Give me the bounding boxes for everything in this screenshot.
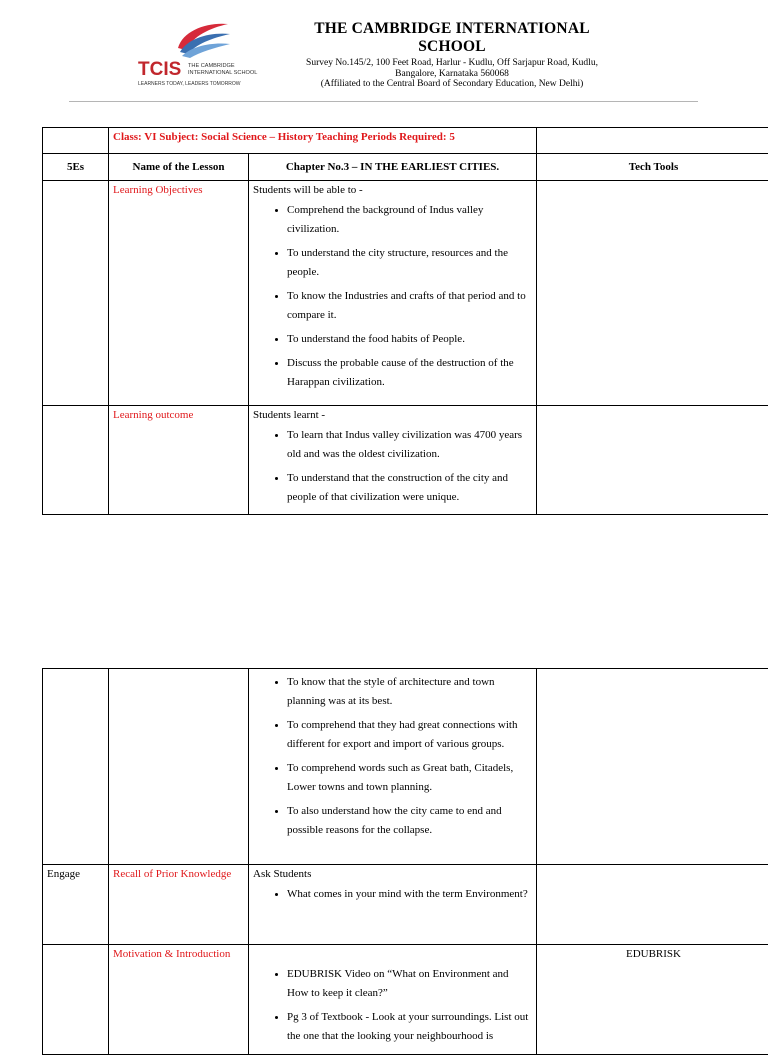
list-item: • EDUBRISK Video on “What on Environment and How to keep it clean?” [287, 965, 532, 1003]
empty-cell [537, 406, 768, 515]
address-line-2: Bangalore, Karnataka 560068 [282, 69, 622, 80]
empty-cell [109, 669, 249, 865]
svg-text:TCIS: TCIS [138, 59, 181, 80]
school-info [282, 20, 622, 90]
list-item: • To understand that the construction of the city and people of that civilization were unique. [287, 469, 532, 507]
engage-label: Engage [43, 865, 109, 945]
learning-outcome-content [249, 406, 537, 515]
motivation-label: Motivation & Introduction [109, 945, 249, 1055]
address-line-1: Survey No.145/2, 100 Feet Road, Harlur - Kudlu, Off Sarjapur Road, Kudlu, [282, 58, 622, 69]
list-item: • Discuss the probable cause of the destruction of the Harappan civilization. [287, 354, 532, 392]
list-item: • To comprehend words such as Great bath, Citadels, Lower towns and town planning. [287, 759, 532, 797]
empty-cell [537, 669, 768, 865]
svg-text:INTERNATIONAL SCHOOL: INTERNATIONAL SCHOOL [188, 70, 257, 76]
outcome-continued-content [249, 669, 537, 865]
affiliation-line: (Affiliated to the Central Board of Secondary Education, New Delhi) [282, 79, 622, 90]
outcome-continued-list [253, 673, 532, 840]
outcome-list [253, 426, 532, 507]
list-item: • To know that the style of architecture and town planning was at its best. [287, 673, 532, 711]
svg-text:THE CAMBRIDGE: THE CAMBRIDGE [188, 63, 235, 69]
empty-cell [43, 669, 109, 865]
empty-cell [537, 128, 768, 154]
objectives-list [253, 201, 532, 392]
list-item: • What comes in your mind with the term Environment? [287, 885, 532, 904]
learning-objectives-label: Learning Objectives [109, 181, 249, 406]
learning-objectives-content [249, 181, 537, 406]
objectives-intro: Students will be able to - [253, 183, 532, 197]
empty-cell [43, 406, 109, 515]
document-header [0, 0, 768, 110]
col-header-5es: 5Es [43, 154, 109, 181]
svg-text:LEARNERS TODAY, LEADERS TOMORR: LEARNERS TODAY, LEADERS TOMORROW [138, 81, 241, 87]
list-item: • To understand the food habits of People. [287, 330, 532, 349]
outcome-intro: Students learnt - [253, 408, 532, 422]
empty-cell [43, 181, 109, 406]
lesson-plan-table-1 [42, 127, 768, 515]
lesson-plan-table-2 [42, 668, 768, 1055]
list-item: • To understand the city structure, resources and the people. [287, 244, 532, 282]
empty-cell [43, 945, 109, 1055]
school-logo [138, 18, 273, 90]
motivation-content [249, 945, 537, 1055]
col-header-tech-tools: Tech Tools [537, 154, 768, 181]
list-item: • Comprehend the background of Indus valley civilization. [287, 201, 532, 239]
list-item: • To also understand how the city came to end and possible reasons for the collapse. [287, 802, 532, 840]
list-item: • To comprehend that they had great connections with different for export and import of various groups. [287, 716, 532, 754]
motivation-list [253, 965, 532, 1046]
class-subject-line: Class: VI Subject: Social Science – History Teaching Periods Required: 5 [109, 128, 537, 154]
empty-cell [537, 865, 768, 945]
header-divider [69, 101, 698, 102]
recall-list [253, 885, 532, 904]
recall-content [249, 865, 537, 945]
col-header-chapter: Chapter No.3 – IN THE EARLIEST CITIES. [249, 154, 537, 181]
list-item: • To know the Industries and crafts of that period and to compare it. [287, 287, 532, 325]
motivation-tech-tool: EDUBRISK [537, 945, 768, 1055]
list-item: • Pg 3 of Textbook - Look at your surroundings. List out the one that the looking your neighbourhood is [287, 1008, 532, 1046]
learning-outcome-label: Learning outcome [109, 406, 249, 515]
empty-cell [537, 181, 768, 406]
col-header-lesson: Name of the Lesson [109, 154, 249, 181]
empty-cell [43, 128, 109, 154]
list-item: • To learn that Indus valley civilization was 4700 years old and was the oldest civilization. [287, 426, 532, 464]
school-name: THE CAMBRIDGE INTERNATIONAL SCHOOL [282, 20, 622, 56]
recall-intro: Ask Students [253, 867, 532, 881]
recall-label: Recall of Prior Knowledge [109, 865, 249, 945]
